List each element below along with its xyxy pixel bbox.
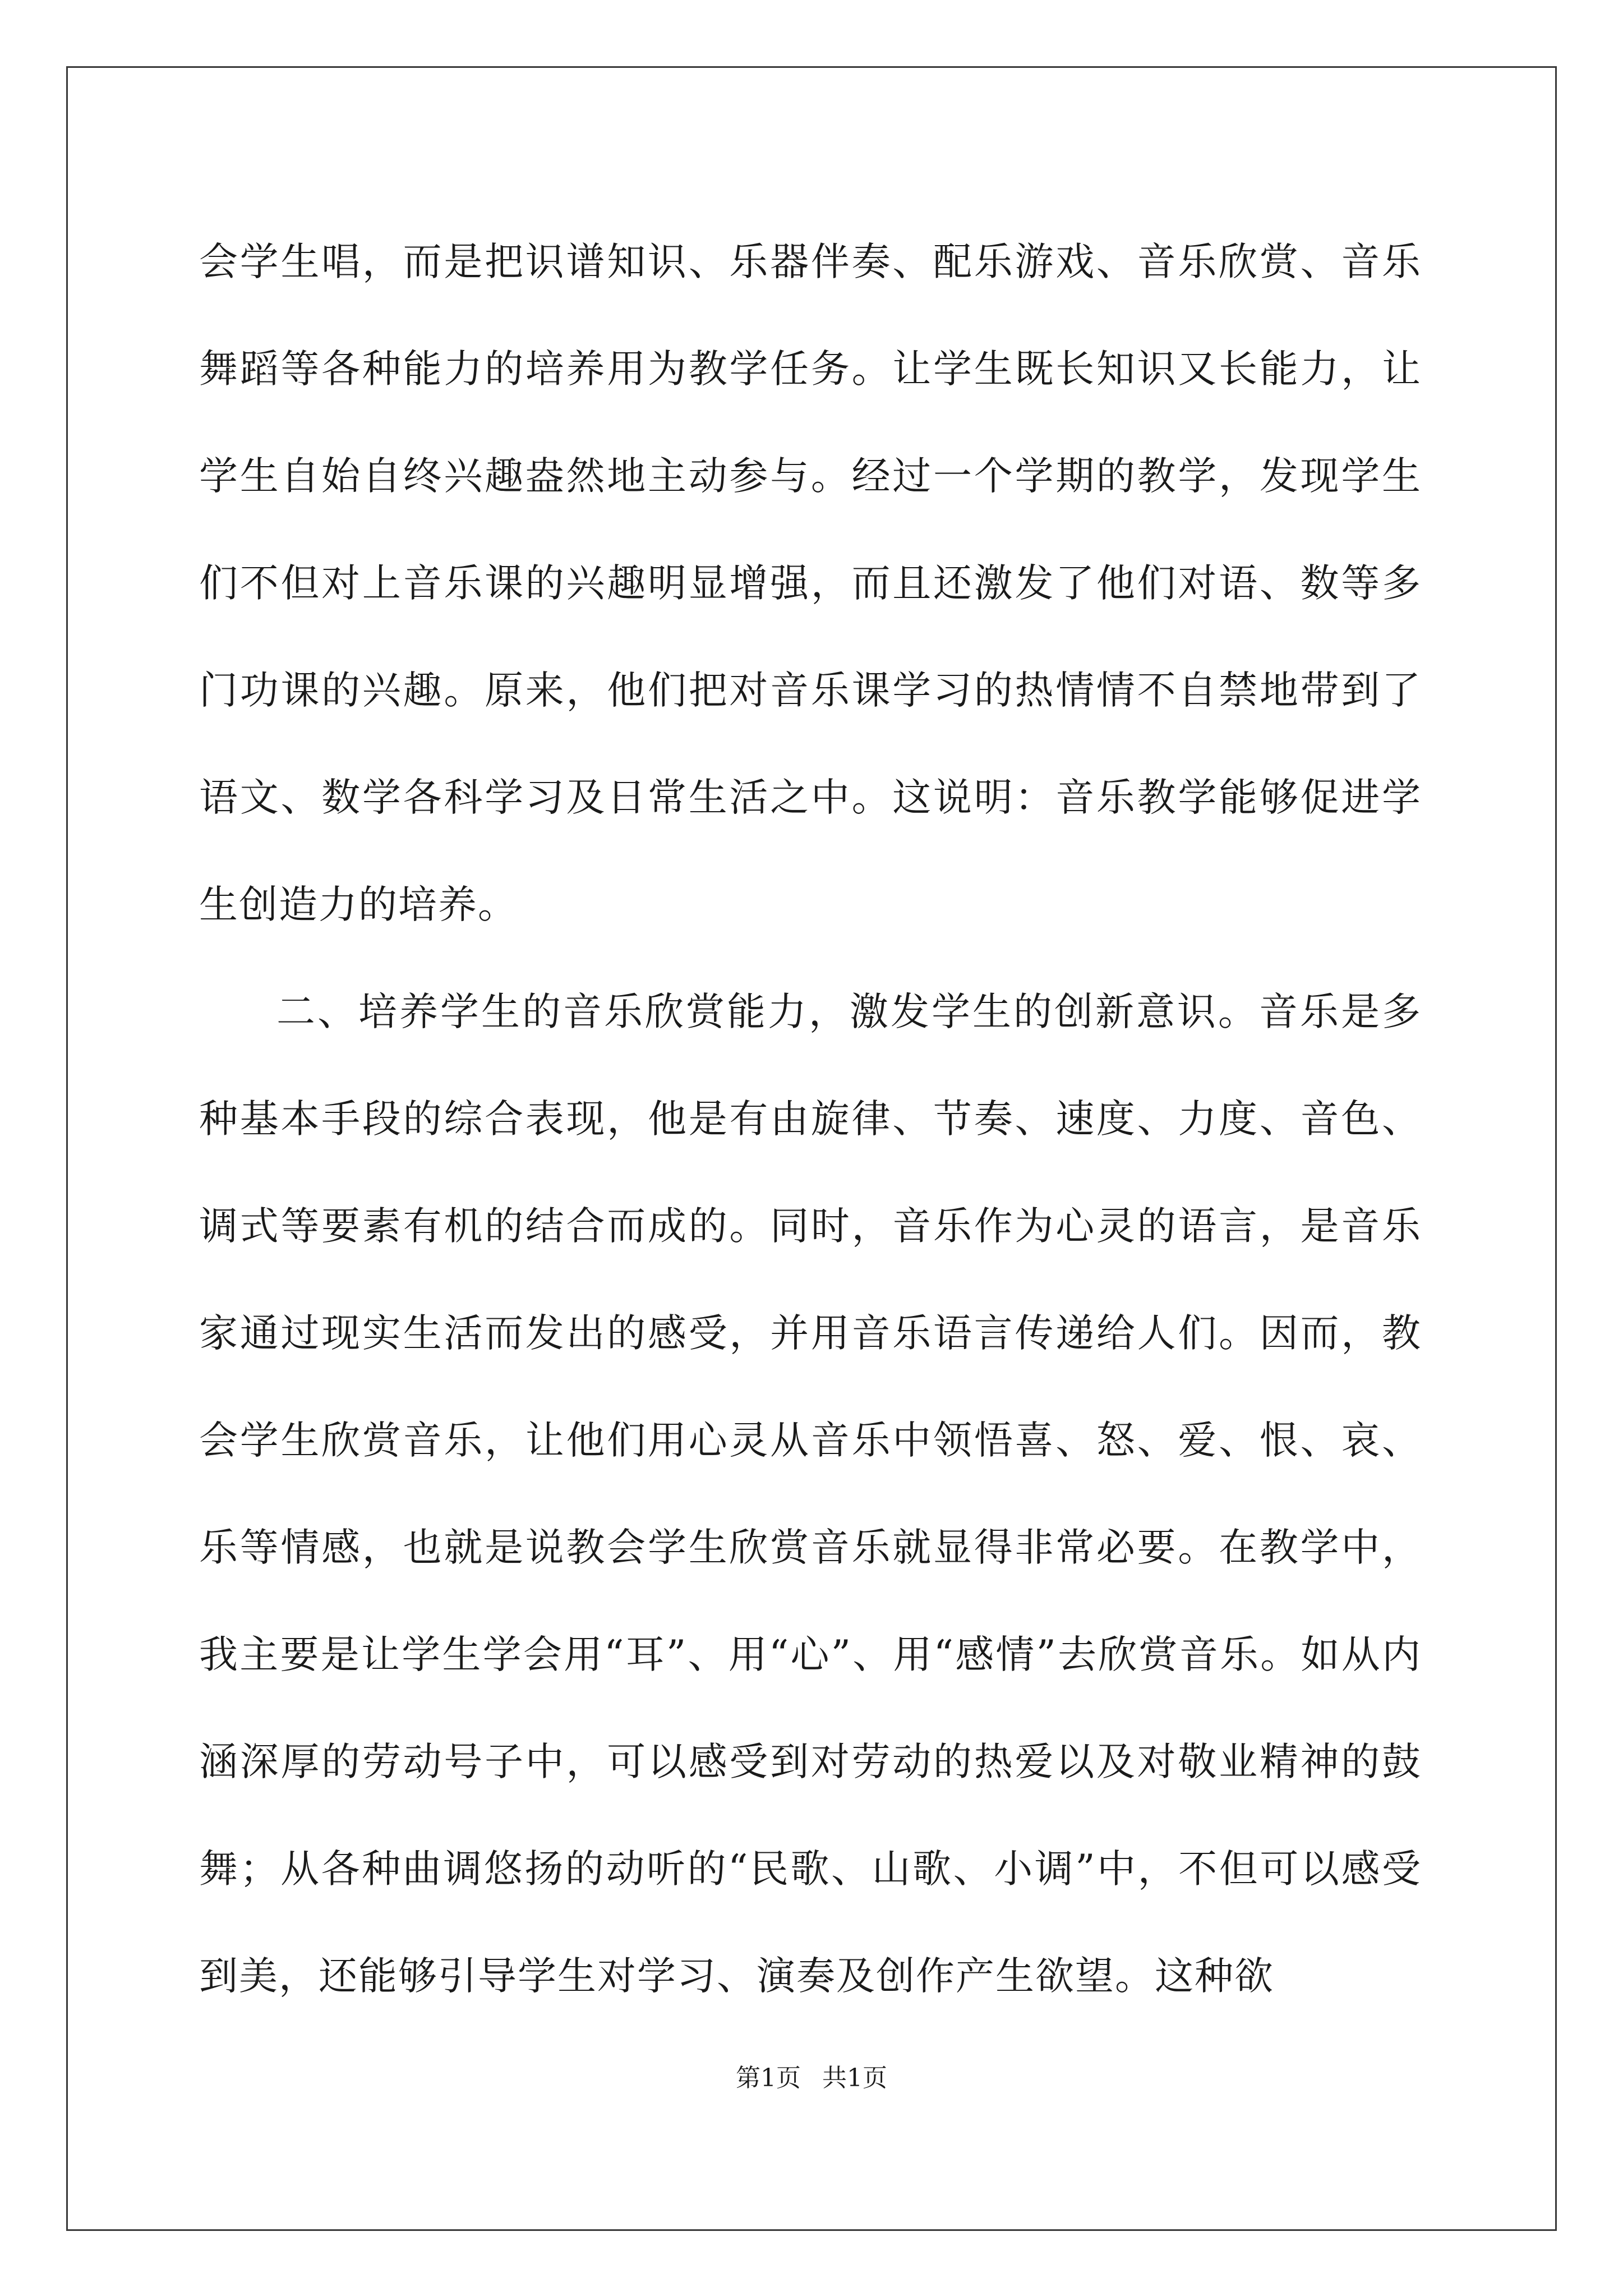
page-number-current: 第1页	[736, 2064, 801, 2092]
page-number-total: 共1页	[822, 2064, 887, 2092]
document-body	[199, 209, 1422, 2030]
page-footer	[0, 2058, 1623, 2093]
paragraph-continuation: 会学生唱，而是把识谱知识、乐器伴奏、配乐游戏、音乐欣赏、音乐舞蹈等各种能力的培养用为教学任务。让学生既长知识又长能力，让学生自始自终兴趣盎然地主动参与。经过一个学期的教学，发现学生们不但对上音乐课的兴趣明显增强，而且还激发了他们对语、数等多门功课的兴趣。原来，他们把对音乐课学习的热情情不自禁地带到了语文、数学各科学习及日常生活之中。这说明：音乐教学能够促进学生创造力的培养。	[199, 240, 1422, 927]
paragraph-section-two: 二、培养学生的音乐欣赏能力，激发学生的创新意识。音乐是多种基本手段的综合表现，他是有由旋律、节奏、速度、力度、音色、调式等要素有机的结合而成的。同时，音乐作为心灵的语言，是音乐家通过现实生活而发出的感受，并用音乐语言传递给人们。因而，教会学生欣赏音乐，让他们用心灵从音乐中领悟喜、怒、爱、恨、哀、乐等情感，也就是说教会学生欣赏音乐就显得非常必要。在教学中，我主要是让学生学会用“耳”、用“心”、用“感情”去欣赏音乐。如从内涵深厚的劳动号子中，可以感受到对劳动的热爱以及对敬业精神的鼓舞；从各种曲调悠扬的动听的“民歌、山歌、小调”中，不但可以感受到美，还能够引导学生对学习、演奏及创作产生欲望。这种欲	[199, 990, 1422, 1999]
